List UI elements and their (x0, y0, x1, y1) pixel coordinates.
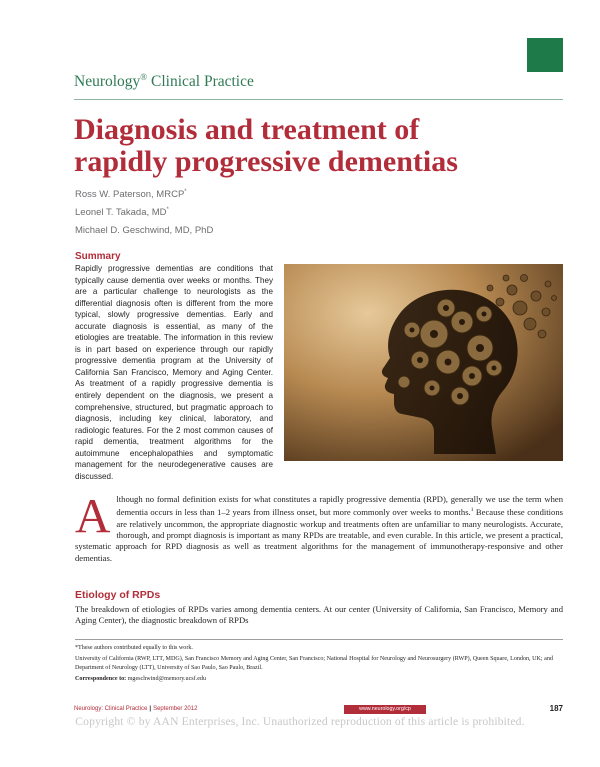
footer-journal: Neurology: Clinical Practice (74, 706, 148, 712)
footer-separator: | (149, 706, 152, 712)
author (75, 222, 213, 240)
author-list (75, 186, 213, 240)
registered-mark: ® (140, 71, 148, 82)
reference-1: 1 (470, 507, 474, 514)
author-name: Ross W. Paterson, MRCP (75, 189, 185, 200)
page-number: 187 (549, 704, 563, 713)
head-gears-illustration (284, 264, 563, 461)
intro-text-a: lthough no formal definition exists for what constitutes a rapidly progressive dementia (RPD), generally we use the term when dementia occurs in less than 1–2 years from illness onset, but more commonly over weeks to months. (116, 494, 563, 518)
intro-text-b: Because these conditions are relatively uncommon, the appropriate diagnostic workup and treatments often are unfamiliar to many neurologists. Accurate, thorough, and prompt diagnosis is important as many RPDs are treatable, and even curable. In this article, we present a practical, systematic approach for RPD diagnosis as well as treatment algorithms for the management of immunotherapy-responsive and other dementias. (75, 507, 563, 563)
author (75, 204, 213, 222)
gears-head-image (284, 264, 563, 461)
etiology-heading: Etiology of RPDs (75, 589, 161, 601)
title-line-2: rapidly progressive dementias (74, 145, 458, 178)
correspondence-label: Correspondence to: (75, 676, 127, 683)
footer-citation (74, 706, 197, 712)
correspondence-email[interactable]: mgeschwind@memory.ucsf.edu (126, 676, 207, 683)
equal-contribution-note: *These authors contributed equally to this work. (75, 645, 193, 651)
article-title (74, 114, 514, 178)
footnote-rule (75, 639, 563, 640)
author-mark: * (166, 206, 169, 213)
title-line-1: Diagnosis and treatment of (74, 113, 420, 146)
author-mark: * (184, 188, 187, 195)
author-name: Michael D. Geschwind, MD, PhD (75, 225, 214, 236)
correspondence-note (75, 675, 563, 683)
drop-cap: A (75, 488, 111, 543)
header-rule (74, 99, 563, 100)
journal-header (74, 73, 254, 91)
summary-heading: Summary (75, 251, 121, 262)
journal-section: Clinical Practice (147, 73, 254, 90)
footer-date: September 2012 (153, 706, 198, 712)
footnotes (75, 644, 563, 687)
journal-color-tab (527, 38, 563, 72)
etiology-text: The breakdown of etiologies of RPDs varies among dementia centers. At our center (University of California, San Francisco, Memory and Aging Center), the diagnostic breakdown of RPDs (75, 604, 563, 626)
author-name: Leonel T. Takada, MD (75, 207, 167, 218)
footer-url-link[interactable]: www.neurology.org/cp (344, 705, 426, 714)
journal-name: Neurology (74, 73, 141, 90)
author (75, 186, 213, 204)
affiliations-note: University of California (RWP, LTT, MDG), San Francisco Memory and Aging Center, San Francisco; National Hospital for Neurology and Neurosurgery (RWP), Queen Square, London, UK; and Department of Neurology (LTT), University of Sao Paulo, Sao Paulo, Brazil. (75, 656, 553, 671)
introduction-paragraph (75, 488, 563, 564)
summary-text: Rapidly progressive dementias are conditions that typically cause dementia over weeks or months. They are a particular challenge to neurologists as the differential diagnosis often is different from the more typical, slowly progressive dementias. Early and accurate diagnosis is essential, as many of the etiologies are treatable. The information in this review is in part based on experience through our rapidly progressive dementia program at the University of California San Francisco, Memory and Aging Center. As treatment of a rapidly progressive dementia is entirely dependent on the diagnosis, we present a comprehensive, structured, but pragmatic approach to diagnosis, including key clinical, laboratory, and radiologic features. For the 2 most common causes of rapid dementia, treatment algorithms for the autoimmune encephalopathies and symptomatic management for the neurodegenerative causes are discussed. (75, 264, 273, 481)
copyright-watermark: Copyright © by AAN Enterprises, Inc. Unauthorized reproduction of this article is prohibited. (75, 715, 525, 728)
